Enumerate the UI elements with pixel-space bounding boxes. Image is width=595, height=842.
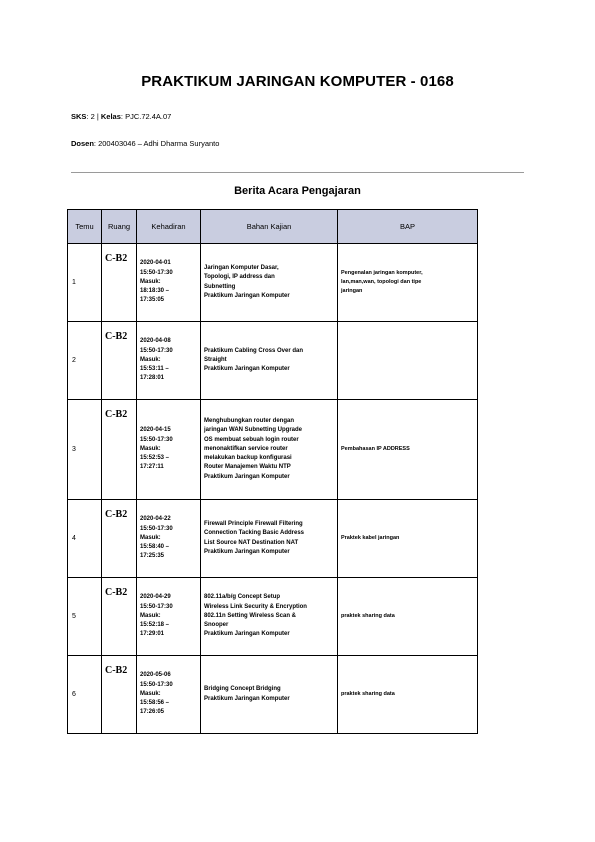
sks-label: SKS [71, 112, 87, 121]
table-row [68, 322, 478, 400]
table-row [68, 500, 478, 578]
bahan-kajian-cell: 802.11a/b/g Concept Setup Wireless Link Security & Encryption 802.11n Setting Wireless Scan & Snooper Praktikum Jaringan Komputer [201, 578, 338, 656]
dosen-label: Dosen [71, 139, 94, 148]
kehadiran-cell: 2020-04-29 15:50-17:30 Masuk: 15:52:18 – 17:29:01 [137, 578, 201, 656]
kehadiran-cell: 2020-04-15 15:50-17:30 Masuk: 15:52:53 – 17:27:11 [137, 400, 201, 500]
ruang-cell: C-B2 [102, 656, 137, 734]
ruang-cell: C-B2 [102, 500, 137, 578]
bap-cell: Pembahasan IP ADDRESS [338, 400, 478, 500]
table-header-row [68, 210, 478, 244]
kehadiran-cell: 2020-04-01 15:50-17:30 Masuk: 18:18:30 – 17:35:05 [137, 244, 201, 322]
table-row [68, 400, 478, 500]
sks-value: : 2 | [86, 112, 101, 121]
kehadiran-cell: 2020-04-22 15:50-17:30 Masuk: 15:58:40 – 17:25:35 [137, 500, 201, 578]
temu-cell: 6 [68, 656, 102, 734]
bap-cell [338, 322, 478, 400]
ruang-cell: C-B2 [102, 400, 137, 500]
table-row [68, 244, 478, 322]
bap-cell: praktek sharing data [338, 578, 478, 656]
temu-cell: 1 [68, 244, 102, 322]
bap-cell: praktek sharing data [338, 656, 478, 734]
temu-cell: 3 [68, 400, 102, 500]
bahan-kajian-cell: Bridging Concept Bridging Praktikum Jaringan Komputer [201, 656, 338, 734]
section-title: Berita Acara Pengajaran [234, 185, 361, 197]
kehadiran-cell: 2020-05-06 15:50-17:30 Masuk: 15:58:56 – 17:26:05 [137, 656, 201, 734]
bahan-kajian-cell: Menghubungkan router dengan jaringan WAN Subnetting Upgrade OS membuat sebuah login router menonaktifkan service router melakukan backup konfigurasi Router Manajemen Waktu NTP Praktikum Jaringan Komputer [201, 400, 338, 500]
bahan-kajian-cell: Jaringan Komputer Dasar, Topologi, IP address dan Subnetting Praktikum Jaringan Komputer [201, 244, 338, 322]
lecturer-info [71, 139, 219, 148]
header-ruang: Ruang [102, 210, 137, 244]
ruang-cell: C-B2 [102, 244, 137, 322]
header-temu: Temu [68, 210, 102, 244]
bahan-kajian-cell: Praktikum Cabling Cross Over dan Straight Praktikum Jaringan Komputer [201, 322, 338, 400]
bahan-kajian-cell: Firewall Principle Firewall Filtering Connection Tacking Basic Address List Source NAT Destination NAT Praktikum Jaringan Komputer [201, 500, 338, 578]
ruang-cell: C-B2 [102, 322, 137, 400]
ruang-cell: C-B2 [102, 578, 137, 656]
kehadiran-cell: 2020-04-08 15:50-17:30 Masuk: 15:53:11 – 17:28:01 [137, 322, 201, 400]
divider [71, 172, 524, 173]
kelas-value: : PJC.72.4A.07 [120, 112, 172, 121]
table-row [68, 656, 478, 734]
document-title: PRAKTIKUM JARINGAN KOMPUTER - 0168 [141, 73, 454, 90]
dosen-value: : 200403046 – Adhi Dharma Suryanto [93, 139, 220, 148]
header-bahan-kajian: Bahan Kajian [201, 210, 338, 244]
temu-cell: 5 [68, 578, 102, 656]
temu-cell: 4 [68, 500, 102, 578]
course-info [71, 112, 171, 121]
temu-cell: 2 [68, 322, 102, 400]
header-kehadiran: Kehadiran [137, 210, 201, 244]
attendance-table [67, 209, 478, 734]
bap-cell: Praktek kabel jaringan [338, 500, 478, 578]
header-bap: BAP [338, 210, 478, 244]
kelas-label: Kelas [100, 112, 121, 121]
bap-cell: Pengenalan jaringan komputer, lan,man,wan, topologi dan tipe jaringan [338, 244, 478, 322]
table-row [68, 578, 478, 656]
